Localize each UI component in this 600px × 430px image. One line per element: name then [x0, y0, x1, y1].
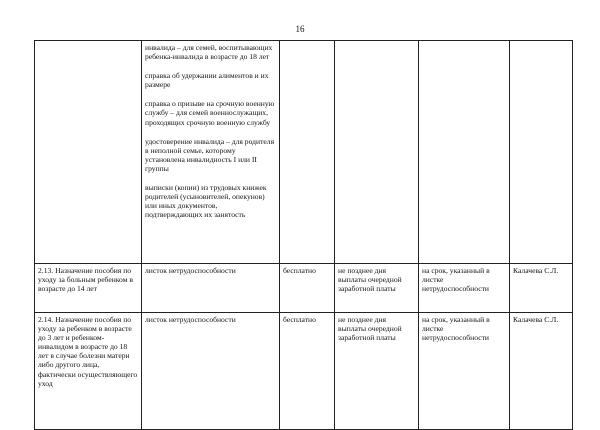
responsible-cell [510, 41, 573, 264]
document-item: инвалида – для семей, воспитывающих ребенка-инвалида в возрасте до 18 лет [145, 43, 273, 62]
fee-cell: бесплатно [280, 313, 335, 430]
service-text: 2.14. Назначение пособия по уходу за ребенком в возрасте до 3 лет и ребенком-инвалидом в возрасте до 18 лет в случае болезни матери либо другого лица, фактически осуществляющего уход [38, 315, 138, 388]
term-cell: не позднее дня выплаты очередной заработной платы [335, 264, 419, 313]
validity-cell: на срок, указанный в листке нетрудоспособности [419, 264, 510, 313]
table-row [35, 313, 573, 430]
document-item: удостоверение инвалида – для родителя в неполной семье, которому установлена инвалидность I или II группы [145, 136, 275, 173]
responsible-cell: Калачева С.Л. [510, 264, 573, 313]
services-table [34, 40, 573, 430]
document-item: выписки (копии) из трудовых книжек родителей (усыновителей, опекунов) или иных документов, подтверждающих их занятость [145, 183, 267, 220]
service-cell [35, 41, 142, 264]
fee-cell [280, 41, 335, 264]
documents-cell [142, 264, 280, 313]
responsible-cell: Калачева С.Л. [510, 313, 573, 430]
document-item: справка о призыве на срочную военную службу – для семей военнослужащих, проходящих срочную военную службу [145, 99, 275, 127]
term-cell: не позднее дня выплаты очередной заработной платы [335, 313, 419, 430]
fee-cell: бесплатно [280, 264, 335, 313]
term-cell [335, 41, 419, 264]
documents-cell [142, 41, 280, 264]
document-item: справка об удержании алиментов и их размере [145, 71, 269, 90]
document-item: листок нетрудоспособности [145, 266, 236, 275]
service-cell [35, 313, 142, 430]
documents-cell [142, 313, 280, 430]
validity-cell: на срок, указанный в листке нетрудоспособности [419, 313, 510, 430]
table-row [35, 41, 573, 264]
validity-cell [419, 41, 510, 264]
table-row [35, 264, 573, 313]
page-number: 16 [295, 24, 305, 34]
service-cell: 2.13. Назначение пособия по уходу за больным ребенком в возрасте до 14 лет [35, 264, 142, 313]
document-item: листок нетрудоспособности [145, 315, 236, 324]
